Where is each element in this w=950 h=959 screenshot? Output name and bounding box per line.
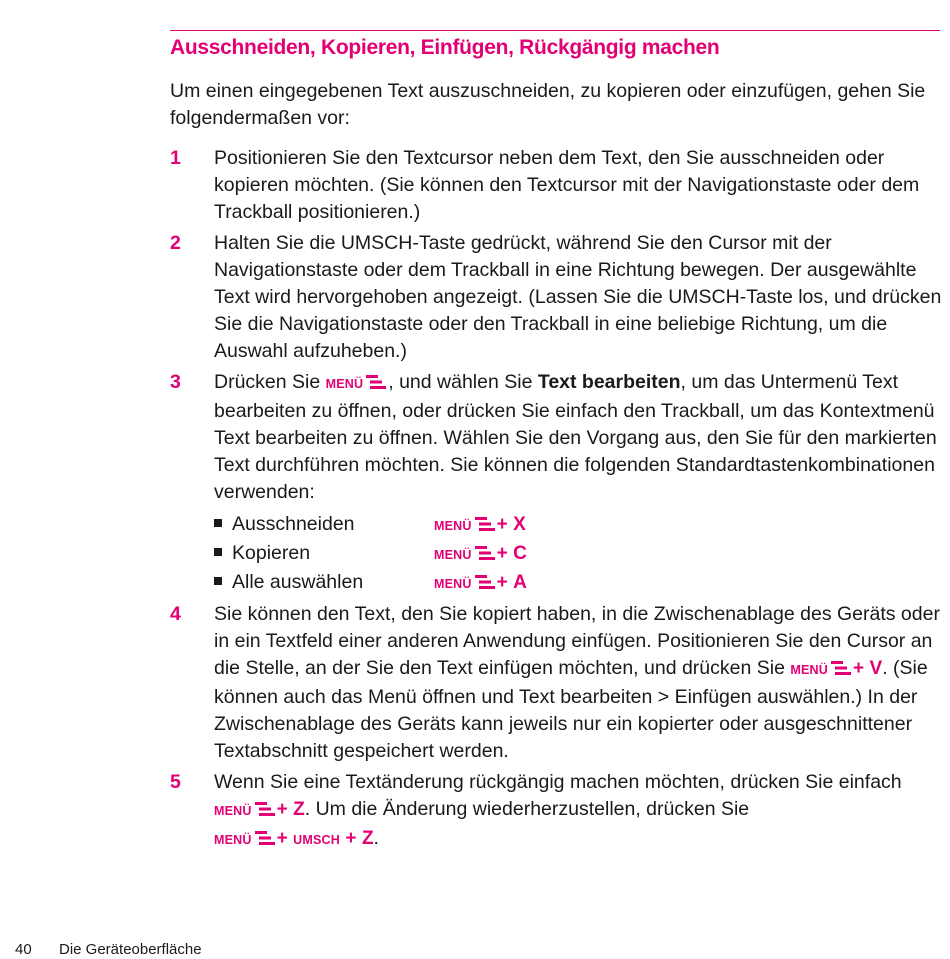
step-2 xyxy=(170,230,945,365)
menu-lines-icon xyxy=(475,574,495,590)
step-number: 1 xyxy=(170,147,181,169)
menu-lines-icon xyxy=(366,374,386,390)
shortcut-keys: MENÜ + X xyxy=(434,514,526,535)
shortcut-item xyxy=(214,568,945,597)
footer-section-title: Die Geräteoberfläche xyxy=(59,941,202,958)
menu-lines-icon xyxy=(475,545,495,561)
shortcut-item xyxy=(214,510,945,539)
step-list xyxy=(170,145,945,858)
step-1 xyxy=(170,145,945,226)
menu-key: MENÜ xyxy=(326,371,389,393)
step-text: Wenn Sie eine Textänderung rückgängig machen möchten, drücken Sie einfach xyxy=(214,771,902,793)
shortcut-label: Kopieren xyxy=(232,542,311,564)
step-number: 3 xyxy=(170,371,181,393)
shortcut-keys: MENÜ + UMSCH + Z xyxy=(214,828,374,849)
intro-paragraph: Um einen eingegebenen Text auszuschneiden, zu kopieren oder einzufügen, gehen Sie folgendermaßen vor: xyxy=(170,80,926,129)
shortcut-keys: MENÜ + Z xyxy=(214,799,305,820)
square-bullet-icon xyxy=(214,548,222,556)
menu-lines-icon xyxy=(475,516,495,532)
step-text: Drücken Sie xyxy=(214,371,321,393)
step-text: , und wählen Sie xyxy=(388,371,533,393)
shortcut-list xyxy=(214,510,945,597)
step-text: . xyxy=(373,827,379,849)
shortcut-label: Alle auswählen xyxy=(232,571,364,593)
shortcut-keys: MENÜ + A xyxy=(434,572,527,593)
step-text: , um das Untermenü Text bearbeiten zu öffnen, oder drücken Sie einfach den Trackball, um das Kontextmenü Text bearbeiten zu öffnen. Wählen Sie den Vorgang aus, den Sie für den markierten Text durchführen möchten. Sie können die folgenden Standardtastenkombinationen verwenden: xyxy=(214,371,937,503)
step-5 xyxy=(170,769,945,854)
step-text: Sie können den Text, den Sie kopiert haben, in die Zwischenablage des Geräts oder in ein Textfeld einer anderen Anwendung einfügen. Positionieren Sie den Cursor an die Stelle, an der Sie den Text einfügen möchten, und drücken Sie xyxy=(214,603,940,679)
step-text: . (Sie können auch das Menü öffnen und Text bearbeiten > Einfügen auswählen.) In der Zwischenablage des Geräts kann jeweils nur ein kopierter oder ausgeschnittener Textabschnitt gespeichert werden. xyxy=(214,657,928,762)
menu-lines-icon xyxy=(255,801,275,817)
edit-menu-label: Text bearbeiten xyxy=(537,371,681,393)
step-4 xyxy=(170,601,945,765)
menu-lines-icon xyxy=(255,830,275,846)
shortcut-label: Ausschneiden xyxy=(232,513,355,535)
shortcut-keys: MENÜ + V xyxy=(790,658,883,679)
page-number: 40 xyxy=(15,941,32,958)
menu-lines-icon xyxy=(831,660,851,676)
page-footer xyxy=(15,941,202,958)
section-heading: Ausschneiden, Kopieren, Einfügen, Rückgängig machen xyxy=(170,36,720,59)
step-number: 4 xyxy=(170,603,181,625)
shortcut-item xyxy=(214,539,945,568)
square-bullet-icon xyxy=(214,519,222,527)
step-number: 2 xyxy=(170,232,181,254)
step-number: 5 xyxy=(170,771,181,793)
heading-rule xyxy=(170,30,940,31)
step-text: . Um die Änderung wiederherzustellen, drücken Sie xyxy=(304,798,750,820)
step-3 xyxy=(170,369,945,597)
square-bullet-icon xyxy=(214,577,222,585)
shortcut-keys: MENÜ + C xyxy=(434,543,527,564)
step-text: Positionieren Sie den Textcursor neben dem Text, den Sie ausschneiden oder kopieren möchten. (Sie können den Textcursor mit der Navigationstaste oder dem Trackball positionieren.) xyxy=(214,147,920,223)
step-text: Halten Sie die UMSCH-Taste gedrückt, während Sie den Cursor mit der Navigationstaste oder dem Trackball in eine Richtung bewegen. Der ausgewählte Text wird hervorgehoben angezeigt. (Lassen Sie die UMSCH-Taste los, und drücken Sie die Navigationstaste oder den Trackball in eine beliebige Richtung, um die Auswahl aufzuheben.) xyxy=(214,232,942,362)
